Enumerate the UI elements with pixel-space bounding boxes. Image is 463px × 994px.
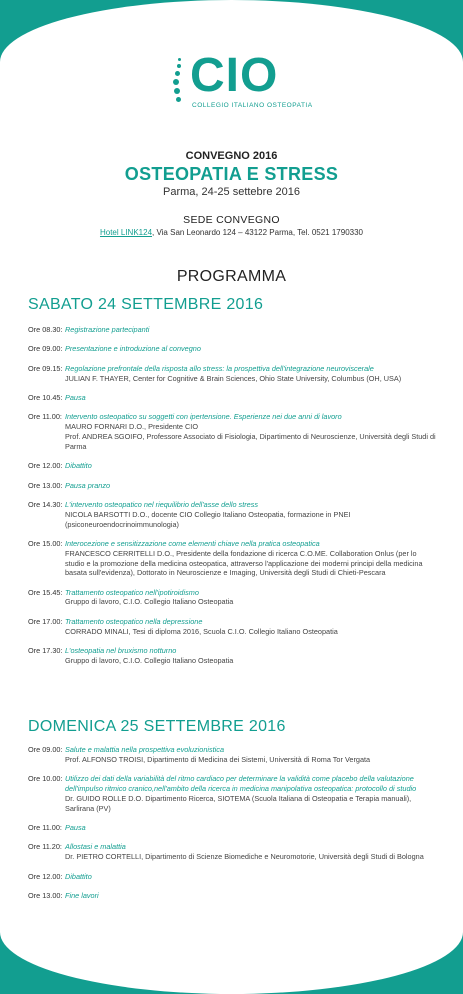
schedule-time: Ore 12.00:	[28, 461, 63, 471]
schedule-title: Utilizzo dei dati della variabilità del ritmo cardiaco per determinare la validità come placebo della valutazione dell'impulso ritmico cranico,nell'ambito della ricerca in medicina manipolativa osteopatica: protocollo di studio	[65, 774, 417, 793]
schedule-title: Regolazione prefrontale della risposta allo stress: la prospettiva dell'integrazione neuroviscerale	[65, 363, 374, 373]
schedule-body	[65, 588, 438, 608]
schedule-body	[65, 500, 438, 529]
schedule-item	[28, 539, 438, 578]
schedule-detail: JULIAN F. THAYER, Center for Cognitive & Brain Sciences, Ohio State University, Columbus (OH, USA)	[65, 373, 402, 383]
schedule-detail: Gruppo di lavoro, C.I.O. Collegio Italiano Osteopatia	[65, 655, 234, 665]
schedule-detail: Dr. PIETRO CORTELLI, Dipartimento di Scienze Biomediche e Neuromotorie, Università degli Studi di Bologna	[65, 852, 424, 862]
schedule-saturday	[28, 325, 438, 675]
schedule-item	[28, 891, 438, 901]
schedule-title: Pausa	[65, 392, 86, 402]
conference-label: CONVEGNO 2016	[185, 150, 278, 162]
schedule-item	[28, 412, 438, 451]
schedule-title: Interocezione e sensitizzazione come elementi chiave nella pratica osteopatica	[65, 538, 320, 548]
schedule-body	[65, 842, 438, 862]
schedule-item	[28, 872, 438, 882]
schedule-body	[65, 539, 438, 578]
schedule-title: L'osteopatia nel bruxismo notturno	[65, 646, 177, 656]
schedule-body	[65, 364, 438, 384]
schedule-title: Salute e malattia nella prospettiva evoluzionistica	[65, 745, 224, 754]
schedule-item	[28, 617, 438, 637]
schedule-body	[65, 891, 438, 901]
venue-line	[0, 228, 463, 237]
program-title: PROGRAMMA	[176, 268, 287, 285]
cio-logo	[172, 49, 322, 114]
conference-date: Parma, 24-25 settebre 2016	[163, 186, 300, 198]
logo-text: CIO	[190, 49, 279, 102]
schedule-item	[28, 500, 438, 529]
schedule-body	[65, 481, 438, 491]
schedule-time: Ore 13.00:	[28, 890, 63, 900]
schedule-title: Dibattito	[65, 871, 92, 881]
schedule-time: Ore 10.00:	[28, 774, 63, 784]
schedule-detail: MAURO FORNARI D.O., Presidente CIO	[65, 422, 198, 432]
schedule-body	[65, 461, 438, 471]
schedule-body	[65, 344, 438, 354]
venue-address: , Via San Leonardo 124 – 43122 Parma, Tel. 0521 1790330	[152, 228, 363, 237]
schedule-time: Ore 17.00:	[28, 616, 63, 626]
schedule-time: Ore 17.30:	[28, 646, 63, 656]
schedule-time: Ore 11.20:	[28, 842, 62, 852]
schedule-time: Ore 09.00:	[28, 344, 63, 354]
schedule-title: L'intervento osteopatico nel riequilibrio dell'asse dello stress	[65, 499, 259, 509]
schedule-body	[65, 412, 438, 451]
schedule-time: Ore 09.15:	[28, 363, 63, 373]
schedule-detail: Gruppo di lavoro, C.I.O. Collegio Italiano Osteopatia	[65, 597, 234, 607]
schedule-item	[28, 745, 438, 765]
day-title-saturday: SABATO 24 SETTEMBRE 2016	[28, 296, 264, 313]
schedule-time: Ore 12.00:	[28, 871, 63, 881]
schedule-time: Ore 11.00:	[28, 822, 62, 832]
schedule-title: Pausa pranzo	[65, 480, 111, 490]
schedule-item	[28, 646, 438, 666]
schedule-title: Trattamento osteopatico nell'ipotiroidismo	[65, 587, 199, 597]
day-title-sunday: DOMENICA 25 SETTEMBRE 2016	[28, 718, 286, 735]
schedule-time: Ore 09.00:	[28, 745, 63, 754]
schedule-body	[65, 617, 438, 637]
schedule-item	[28, 842, 438, 862]
schedule-title: Allostasi e malattia	[65, 842, 126, 852]
schedule-item	[28, 344, 438, 354]
schedule-body	[65, 823, 438, 833]
schedule-body	[65, 325, 438, 335]
schedule-item	[28, 481, 438, 491]
dots-icon	[172, 58, 186, 108]
schedule-body	[65, 745, 438, 765]
schedule-detail: Dr. GUIDO ROLLE D.O. Dipartimento Ricerca, SIOTEMA (Scuola Italiana di Osteopatia e Terapia manuali), Sarlirana (PV)	[65, 793, 412, 813]
schedule-detail: NICOLA BARSOTTI D.O., docente CIO Collegio Italiano Osteopatia, formazione in PNEI (psiconeuroendocrinoimmunologia)	[65, 509, 351, 529]
schedule-title: Trattamento osteopatico nella depressione	[65, 616, 203, 626]
schedule-time: Ore 14.30:	[28, 499, 63, 509]
schedule-item	[28, 461, 438, 471]
schedule-time: Ore 11.00:	[28, 412, 62, 422]
schedule-body	[65, 872, 438, 882]
schedule-title: Fine lavori	[65, 890, 99, 900]
schedule-time: Ore 08.30:	[28, 325, 63, 334]
schedule-item	[28, 588, 438, 608]
schedule-detail: Prof. ANDREA SGOIFO, Professore Associato di Fisiologia, Dipartimento di Neuroscienze, Università degli Studi di Parma	[65, 431, 436, 451]
schedule-body	[65, 774, 438, 813]
schedule-time: Ore 15.00:	[28, 538, 63, 548]
schedule-title: Intervento osteopatico su soggetti con ipertensione. Esperienze nei due anni di lavoro	[65, 412, 342, 422]
schedule-detail: Prof. ALFONSO TROISI, Dipartimento di Medicina dei Sistemi, Università di Roma Tor Vergata	[65, 754, 371, 764]
schedule-title: Dibattito	[65, 461, 92, 471]
schedule-item	[28, 774, 438, 813]
schedule-item	[28, 325, 438, 335]
conference-title: OSTEOPATIA E STRESS	[124, 164, 339, 184]
schedule-body	[65, 393, 438, 403]
schedule-title: Registrazione partecipanti	[65, 325, 150, 334]
schedule-item	[28, 364, 438, 384]
schedule-time: Ore 13.00:	[28, 480, 63, 490]
schedule-sunday	[28, 745, 438, 910]
schedule-title: Pausa	[65, 822, 86, 832]
schedule-item	[28, 393, 438, 403]
schedule-item	[28, 823, 438, 833]
schedule-time: Ore 10.45:	[28, 392, 63, 402]
logo-subtitle: COLLEGIO ITALIANO OSTEOPATIA	[192, 102, 313, 109]
venue-label: SEDE CONVEGNO	[183, 214, 280, 226]
schedule-body	[65, 646, 438, 666]
schedule-detail: CORRADO MINALI, Tesi di diploma 2016, Scuola C.I.O. Collegio Italiano Osteopatia	[65, 626, 338, 636]
schedule-detail: FRANCESCO CERRITELLI D.O., Presidente della fondazione di ricerca C.O.ME. Collaboration Onlus (per lo studio e la promozione della medicina osteopatica, attraverso l'applicazione dei moderni principi della medicina basata sull'evidenza), Dottorato in Neuroscienze e Imaging, Università degli Studi di Chieti-Pescara	[65, 548, 423, 578]
venue-link[interactable]: Hotel LINK124	[99, 228, 153, 237]
schedule-time: Ore 15.45:	[28, 587, 63, 597]
schedule-title: Presentazione e introduzione al convegno	[65, 344, 201, 354]
